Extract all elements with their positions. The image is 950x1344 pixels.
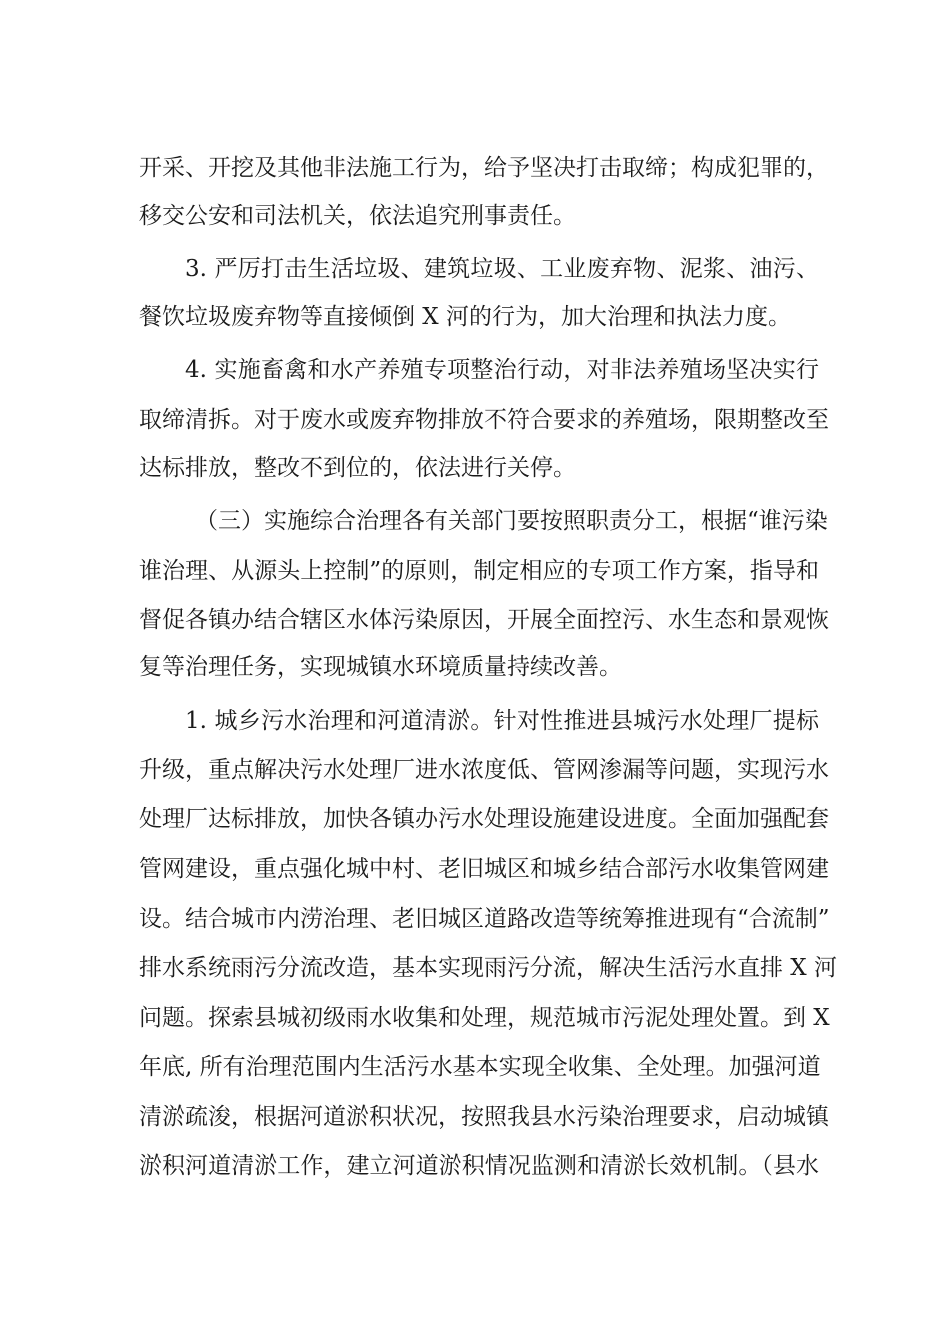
section-3-line-1: （三）实施综合治理各有关部门要按照职责分工，根据“谁污染 bbox=[195, 508, 828, 534]
text-line-2: 移交公安和司法机关，依法追究刑事责任。 bbox=[139, 203, 576, 229]
item-1-line-7: 问题。探索县城初级雨水收集和处理，规范城市污泥处理处置。到 X bbox=[139, 1005, 830, 1031]
item-1-line-1: 1. 城乡污水治理和河道清淤。针对性推进县城污水处理厂提标 bbox=[185, 708, 819, 734]
item-1-line-5: 设。结合城市内涝治理、老旧城区道路改造等统筹推进现有“合流制” bbox=[139, 906, 830, 932]
item-1-line-4: 管网建设，重点强化城中村、老旧城区和城乡结合部污水收集管网建 bbox=[139, 856, 829, 882]
list-item-4-line-2: 取缔清拆。对于废水或废弃物排放不符合要求的养殖场，限期整改至 bbox=[139, 407, 829, 433]
section-3-line-3: 督促各镇办结合辖区水体污染原因，开展全面控污、水生态和景观恢 bbox=[139, 607, 829, 633]
item-1-line-10: 淤积河道清淤工作，建立河道淤积情况监测和清淤长效机制。（县水 bbox=[139, 1153, 819, 1179]
item-1-line-2: 升级，重点解决污水处理厂进水浓度低、管网渗漏等问题，实现污水 bbox=[139, 757, 829, 783]
text-line-1: 开采、开挖及其他非法施工行为，给予坚决打击取缔；构成犯罪的， bbox=[139, 155, 829, 181]
list-item-3-line-2: 餐饮垃圾废弃物等直接倾倒 X 河的行为，加大治理和执法力度。 bbox=[139, 304, 791, 330]
list-item-4-line-1: 4. 实施畜禽和水产养殖专项整治行动，对非法养殖场坚决实行 bbox=[185, 357, 819, 383]
item-1-line-8: 年底, 所有治理范围内生活污水基本实现全收集、全处理。加强河道 bbox=[139, 1054, 821, 1080]
item-1-line-9: 清淤疏浚，根据河道淤积状况，按照我县水污染治理要求，启动城镇 bbox=[139, 1104, 829, 1130]
section-3-line-4: 复等治理任务，实现城镇水环境质量持续改善。 bbox=[139, 654, 622, 680]
list-item-3-line-1: 3. 严厉打击生活垃圾、建筑垃圾、工业废弃物、泥浆、油污、 bbox=[185, 256, 819, 282]
item-1-line-6: 排水系统雨污分流改造，基本实现雨污分流，解决生活污水直排 X 河 bbox=[139, 955, 837, 981]
section-3-line-2: 谁治理、从源头上控制”的原则，制定相应的专项工作方案，指导和 bbox=[139, 558, 819, 584]
item-1-line-3: 处理厂达标排放，加快各镇办污水处理设施建设进度。全面加强配套 bbox=[139, 806, 829, 832]
list-item-4-line-3: 达标排放，整改不到位的，依法进行关停。 bbox=[139, 455, 576, 481]
